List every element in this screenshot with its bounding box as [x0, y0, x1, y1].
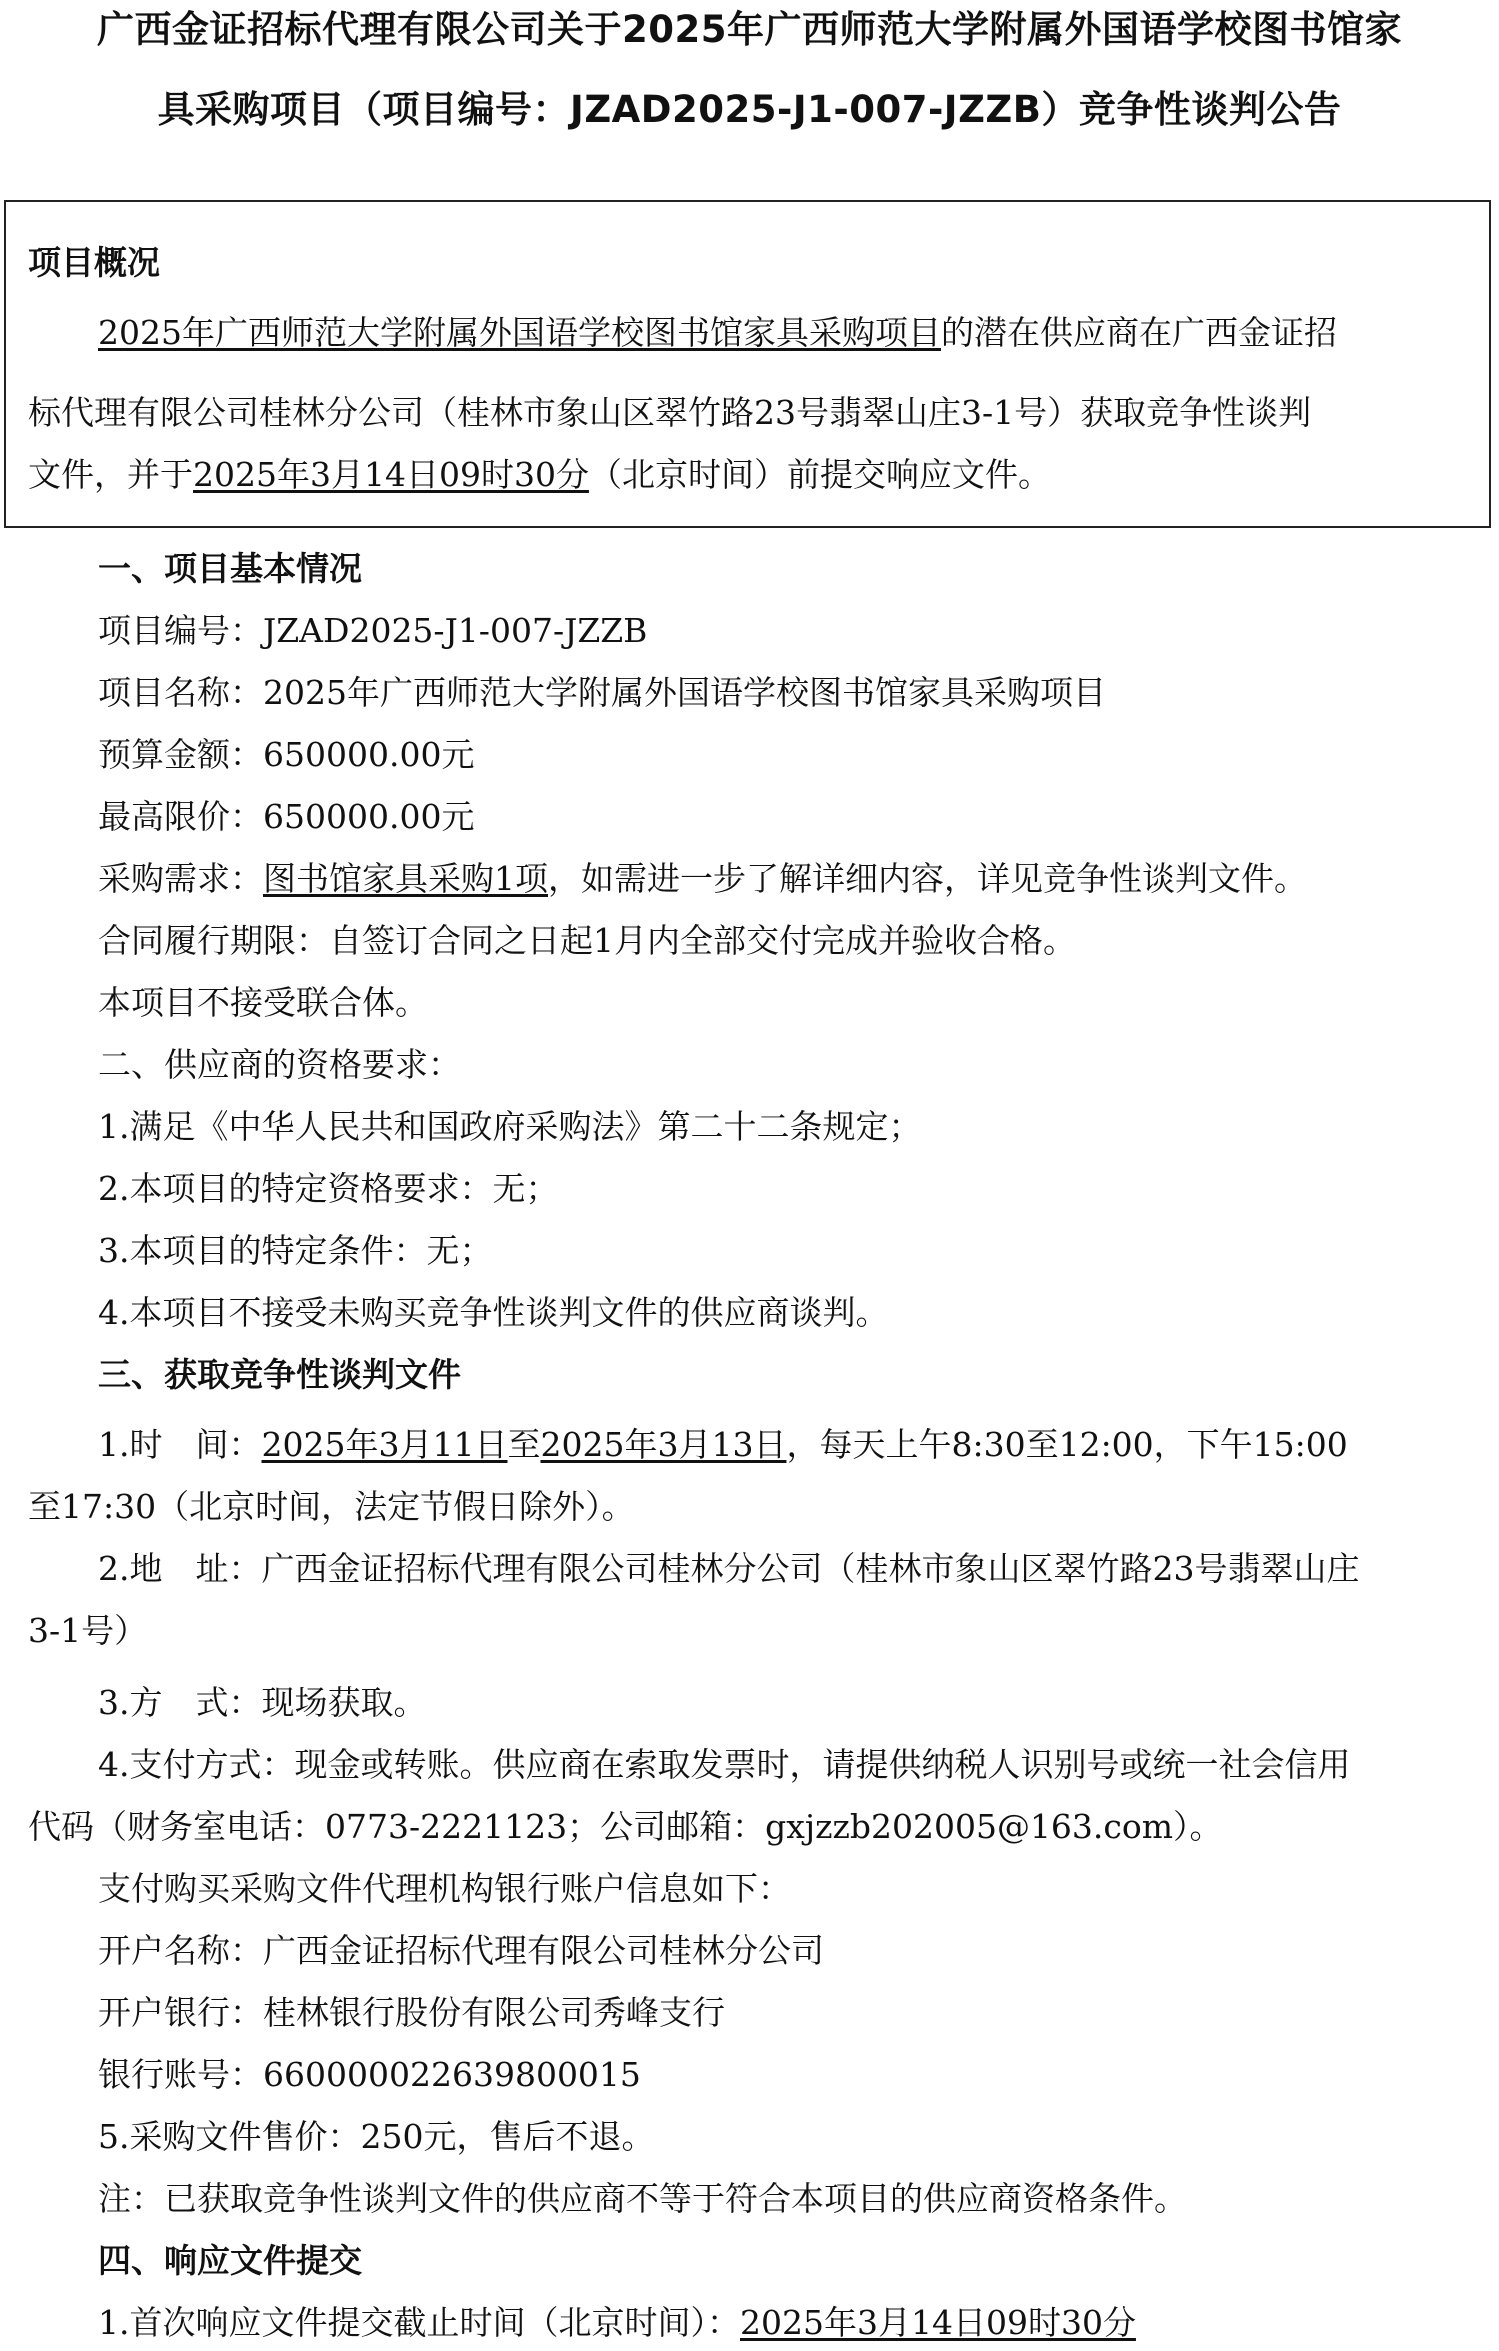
- qualification-item: 4.本项目不接受未购买竞争性谈判文件的供应商谈判。: [98, 1293, 889, 1332]
- bank-account-intro: 支付购买采购文件代理机构银行账户信息如下：: [98, 1869, 791, 1908]
- document-price: 5.采购文件售价：250元，售后不退。: [98, 2117, 655, 2156]
- submission-deadline-link[interactable]: 2025年3月14日09时30分: [193, 455, 589, 494]
- project-name: 项目名称：2025年广西师范大学附属外国语学校图书馆家具采购项目: [98, 673, 1106, 712]
- acquisition-address: 2.地 址：广西金证招标代理有限公司桂林分公司（桂林市象山区翠竹路23号翡翠山庄: [98, 1549, 1360, 1588]
- demand-text: ，如需进一步了解详细内容，详见竞争性谈判文件。: [548, 859, 1307, 898]
- qualification-item: 3.本项目的特定条件：无；: [98, 1231, 493, 1270]
- qualification-item: 1.满足《中华人民共和国政府采购法》第二十二条规定；: [98, 1107, 922, 1146]
- procurement-demand: [98, 856, 1307, 902]
- account-number: 银行账号：660000022639800015: [98, 2055, 641, 2094]
- acquisition-time: [98, 1422, 1348, 1468]
- project-code: 项目编号：JZAD2025-J1-007-JZZB: [98, 611, 648, 650]
- time-label: 1.时 间：: [98, 1425, 262, 1464]
- overview-paragraph-line-1: [98, 310, 1337, 356]
- consortium-note: 本项目不接受联合体。: [98, 983, 428, 1022]
- time-hours: ，每天上午8:30至12:00，下午15:00: [786, 1425, 1348, 1464]
- demand-link[interactable]: 图书馆家具采购1项: [263, 859, 548, 898]
- account-name: 开户名称：广西金证招标代理有限公司桂林分公司: [98, 1931, 824, 1970]
- demand-label: 采购需求：: [98, 859, 263, 898]
- overview-text: 文件，并于: [28, 455, 193, 494]
- payment-method: 4.支付方式：现金或转账。供应商在索取发票时，请提供纳税人识别号或统一社会信用: [98, 1745, 1351, 1784]
- acquisition-address-cont: 3-1号）: [28, 1611, 148, 1650]
- section-4-heading: 四、响应文件提交: [98, 2241, 362, 2280]
- deadline-label: 1.首次响应文件提交截止时间（北京时间）：: [98, 2303, 740, 2342]
- overview-paragraph-line-3: [28, 452, 1051, 498]
- overview-paragraph-line-2: 标代理有限公司桂林分公司（桂林市象山区翠竹路23号翡翠山庄3-1号）获取竞争性谈判: [28, 393, 1312, 432]
- section-2-heading: 二、供应商的资格要求：: [98, 1045, 461, 1084]
- overview-text: 的潜在供应商在广西金证招: [940, 313, 1337, 352]
- end-date-link[interactable]: 2025年3月13日: [540, 1425, 787, 1464]
- overview-text: （北京时间）前提交响应文件。: [588, 455, 1051, 494]
- time-to: 至: [507, 1425, 541, 1464]
- qualification-note: 注：已获取竞争性谈判文件的供应商不等于符合本项目的供应商资格条件。: [98, 2179, 1187, 2218]
- submission-deadline: [98, 2300, 1136, 2346]
- section-3-heading: 三、获取竞争性谈判文件: [98, 1355, 461, 1394]
- contract-period: 合同履行期限：自签订合同之日起1月内全部交付完成并验收合格。: [98, 921, 1076, 960]
- payment-method-cont: 代码（财务室电话：0773-2221123；公司邮箱：gxjzzb202005@163.com）。: [28, 1807, 1223, 1846]
- overview-heading: 项目概况: [28, 243, 160, 282]
- acquisition-method: 3.方 式：现场获取。: [98, 1683, 427, 1722]
- page-title-line-2: 具采购项目（项目编号：JZAD2025-J1-007-JZZB）竞争性谈判公告: [157, 88, 1342, 131]
- start-date-link[interactable]: 2025年3月11日: [261, 1425, 508, 1464]
- page-title-line-1: 广西金证招标代理有限公司关于2025年广西师范大学附属外国语学校图书馆家: [97, 8, 1402, 51]
- section-1-heading: 一、项目基本情况: [98, 549, 362, 588]
- qualification-item: 2.本项目的特定资格要求：无；: [98, 1169, 559, 1208]
- acquisition-time-cont: 至17:30（北京时间，法定节假日除外）。: [28, 1487, 635, 1526]
- bank-name: 开户银行：桂林银行股份有限公司秀峰支行: [98, 1993, 725, 2032]
- max-price: 最高限价：650000.00元: [98, 797, 475, 836]
- project-name-link[interactable]: 2025年广西师范大学附属外国语学校图书馆家具采购项目: [98, 313, 941, 352]
- deadline-value-link[interactable]: 2025年3月14日09时30分: [740, 2303, 1136, 2342]
- budget-amount: 预算金额：650000.00元: [98, 735, 475, 774]
